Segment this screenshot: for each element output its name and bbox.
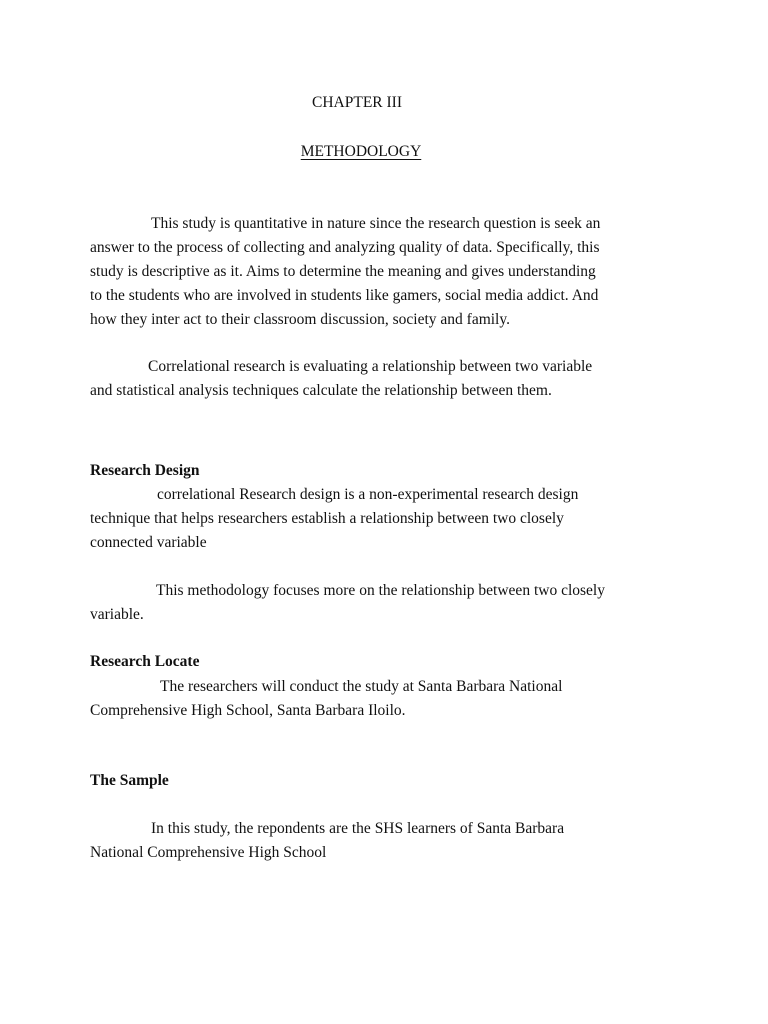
text-line: correlational Research design is a non-experimental research design bbox=[157, 486, 579, 503]
text-line: how they inter act to their classroom discussion, society and family. bbox=[90, 311, 510, 328]
text-line: and statistical analysis techniques calculate the relationship between them. bbox=[90, 382, 552, 399]
text-line: In this study, the repondents are the SHS learners of Santa Barbara bbox=[151, 820, 565, 837]
section-heading: The Sample bbox=[90, 772, 169, 789]
text-line: to the students who are involved in students like gamers, social media addict. And bbox=[90, 287, 599, 304]
page-title: METHODOLOGY bbox=[300, 143, 422, 160]
section-heading: Research Design bbox=[90, 462, 200, 479]
text-line: This methodology focuses more on the relationship between two closely bbox=[156, 582, 605, 599]
section-heading: Research Locate bbox=[90, 653, 200, 670]
text-line: This study is quantitative in nature since the research question is seek an bbox=[151, 215, 601, 232]
text-line: connected variable bbox=[90, 534, 207, 551]
text-line: answer to the process of collecting and analyzing quality of data. Specifically, this bbox=[90, 239, 600, 256]
text-line: Correlational research is evaluating a relationship between two variable bbox=[148, 358, 593, 375]
text-line: National Comprehensive High School bbox=[90, 844, 327, 861]
text-line: study is descriptive as it. Aims to determine the meaning and gives understanding bbox=[90, 263, 596, 280]
text-line: technique that helps researchers establish a relationship between two closely bbox=[90, 510, 564, 527]
chapter-heading: CHAPTER III bbox=[312, 94, 402, 111]
text-line: variable. bbox=[90, 606, 144, 623]
text-line: Comprehensive High School, Santa Barbara Iloilo. bbox=[90, 702, 406, 719]
text-line: The researchers will conduct the study at Santa Barbara National bbox=[160, 678, 563, 695]
